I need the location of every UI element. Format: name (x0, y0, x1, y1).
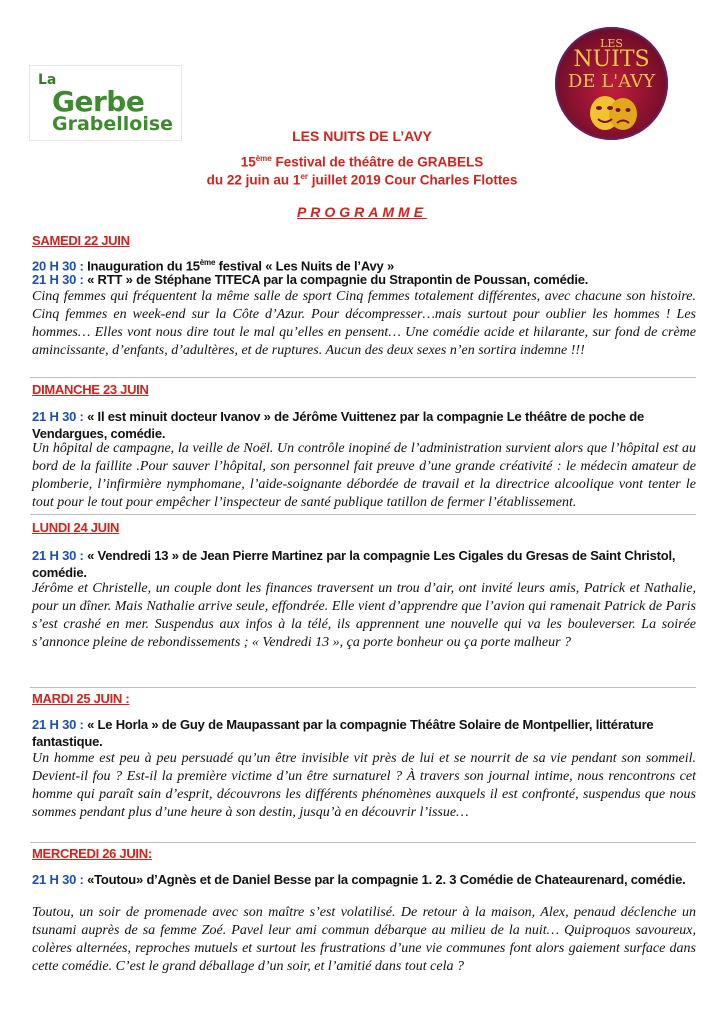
logo-right-line2: NUITS (573, 47, 650, 72)
divider (30, 514, 696, 515)
show-line: 21 H 30 : « Le Horla » de Guy de Maupassant par la compagnie Théâtre Solaire de Montpellier, littérature fantastique. (32, 717, 654, 749)
inauguration-line: 20 H 30 : Inauguration du 15ème festival « Les Nuits de l’Avy » (32, 258, 395, 274)
divider (30, 377, 696, 378)
show-line: 21 H 30 : « Il est minuit docteur Ivanov » de Jérôme Vuittenez par la compagnie Le théâtre de poche de Vendargues, comédie. (32, 409, 644, 441)
programme-heading: PROGRAMME (296, 204, 428, 220)
show-description: Un hôpital de campagne, la veille de Noël. Un contrôle inopiné de l’administration survient alors que l’hôpital est au bord de la faillite .Pour sauver l’hôpital, son personnel fait preuve d’une grande créativité : le médecin amateur de plomberie, l’infirmière nymphomane, l’aide-soignante débordée de travail et la directrice alcoolique vont tenter le tout pour le tout pour empêcher l’inspecteur de santé publique tatillon de fermer l’établissement. (32, 441, 696, 510)
day-heading: MERCREDI 26 JUIN: (32, 846, 152, 861)
show-description: Un homme est peu à peu persuadé qu’un être invisible vit près de lui et se nourrit de sa vie pendant son sommeil. Devient-il fou ? Est-il la première victime d’un être surnaturel ? À travers son journal intime, nous rencontrons cet homme qui paraît sain d’esprit, découvrons les différents phénomènes auxquels il est confronté, suspendus que nous sommes pendant plus d’une heure à son destin, jusqu’à en découvrir l’issue… (32, 751, 696, 820)
festival-line: 15ème Festival de théâtre de GRABELS (240, 154, 484, 170)
theatre-masks-icon (583, 93, 643, 133)
logo-right-line3: DE L'AVY (567, 71, 656, 92)
day-heading: SAMEDI 22 JUIN (32, 233, 130, 248)
logo-left-line1: La (38, 72, 57, 88)
divider (30, 842, 696, 843)
show-line: 21 H 30 : « Vendredi 13 » de Jean Pierre Martinez par la compagnie Les Cigales du Gresas de Saint Christol, comédie. (32, 548, 676, 580)
divider (30, 687, 696, 688)
show-description: Toutou, un soir de promenade avec son maître s’est volatilisé. De retour à la maison, Alex, penaud déclenche un tsunami auprès de sa femme Zoé. Pavel leur ami commun débarque au milieu de la nuit… Quiproquos savoureux, colères alternées, reproches mutuels et surtout les frustrations d’une vie communes font alors gaiement surface dans cette comédie. C’est le grand déballage d’un soir, et l’amitié dans tout cela ? (32, 905, 696, 974)
day-heading: LUNDI 24 JUIN (32, 520, 120, 535)
dates-line: du 22 juin au 1er juillet 2019 Cour Charles Flottes (206, 172, 518, 188)
show-line: 21 H 30 : « RTT » de Stéphane TITECA par la compagnie du Strapontin de Poussan, comédie. (32, 272, 589, 287)
day-heading: MARDI 25 JUIN : (32, 691, 130, 706)
logo-left-line3: Grabelloise (52, 113, 174, 135)
logo-left-line2: Gerbe (52, 85, 145, 118)
show-line: 21 H 30 : «Toutou» d’Agnès et de Daniel Besse par la compagnie 1. 2. 3 Comédie de Chateaurenard, comédie. (32, 872, 686, 887)
day-heading: DIMANCHE 23 JUIN (32, 382, 149, 397)
show-description: Jérôme et Christelle, un couple dont les finances traversent un trou d’air, ont invité leurs amis, Patrick et Nathalie, pour un dîner. Mais Nathalie arrive seule, effondrée. Elle vient d’apprendre que l’avion qui ramenait Patrick de Paris s’est crashé en mer. Suspendus aux infos à la télé, ils apprennent une nouvelle qui va les bouleverser. La soirée s’annonce pleine de rebondissements ; « Vendredi 13 », ça porte bonheur ou ça porte malheur ? (32, 581, 696, 650)
nuits-de-lavy-logo (555, 27, 668, 140)
logo-right-line1: LES (600, 37, 623, 50)
page-title: LES NUITS DE L’AVY (292, 128, 432, 144)
show-description: Cinq femmes qui fréquentent la même salle de sport Cinq femmes totalement différentes, avec chacune son histoire. Cinq femmes en week-end sur la Côte d’Azur. Pour décompresser…mais surtout pour oublier les hommes ! Les hommes… Elles vont nous dire tout le mal qu’elles en pensent… Une comédie acide et hilarante, sur fond de crème amincissante, d’enfants, d’adultères, et de ruptures. Aucun des deux sexes n’en sortira indemne !!! (32, 289, 696, 358)
